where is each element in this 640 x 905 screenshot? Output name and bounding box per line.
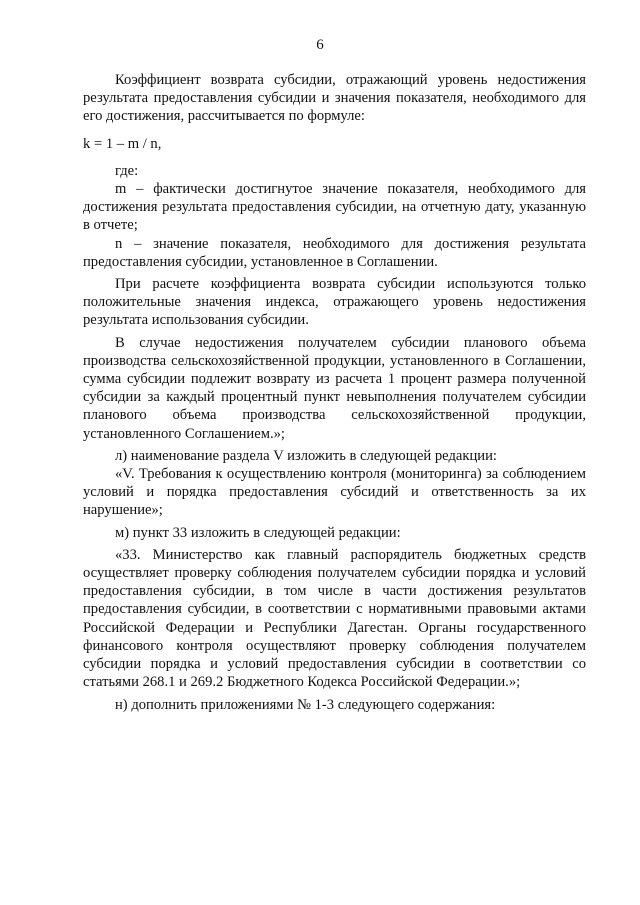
paragraph-clause-33: «33. Министерство как главный распорядитель бюджетных средств осуществляет проверку соблюдения получателем субсидии порядка и условий предоставления субсидии, в том числе в части достижения результатов предоставления субсидии, в соответствии с нормативными правовыми актами Российской Федерации и Республики Дагестан. Органы государственного финансового контроля осуществляют проверку соблюдения получателем субсидии порядка и условий предоставления субсидии в соответствии со статьями 268.1 и 269.2 Бюджетного Кодекса Российской Федерации.»; — [83, 546, 586, 691]
paragraph-item-m: м) пункт 33 изложить в следующей редакции: — [115, 524, 401, 541]
paragraph-calculation-note: При расчете коэффициента возврата субсидии используются только положительные значения индекса, отражающего уровень недостижения результата использования субсидии. — [83, 276, 586, 329]
page-number: 6 — [316, 37, 324, 53]
document-body — [83, 71, 586, 714]
paragraph-section-v-title: «V. Требования к осуществлению контроля (мониторинга) за соблюдением условий и порядка предоставления субсидий и ответственность за их нарушение»; — [83, 466, 586, 519]
paragraph-coefficient-intro: Коэффициент возврата субсидии, отражающий уровень недостижения результата предоставления субсидии и значения показателя, необходимого для его достижения, рассчитывается по формуле: — [83, 72, 586, 125]
paragraph-item-n: н) дополнить приложениями № 1-3 следующего содержания: — [115, 696, 496, 713]
formula: k = 1 – m / n, — [83, 135, 162, 152]
paragraph-non-achievement-case: В случае недостижения получателем субсидии планового объема производства сельскохозяйственной продукции, установленного в Соглашении, сумма субсидии подлежит возврату из расчета 1 процент размера полученной субсидии за каждый процентный пункт невыполнения получателем субсидии планового объема производства сельскохозяйственной продукции, установленного Соглашением.»; — [83, 334, 586, 442]
paragraph-definition-n: n – значение показателя, необходимого для достижения результата предоставления субсидии, установленное в Соглашении. — [83, 235, 586, 270]
paragraph-where: где: — [115, 162, 139, 179]
paragraph-definition-m: m – фактически достигнутое значение показателя, необходимого для достижения результата предоставления субсидии, на отчетную дату, указанную в отчете; — [83, 181, 586, 234]
paragraph-item-l: л) наименование раздела V изложить в следующей редакции: — [115, 447, 497, 464]
